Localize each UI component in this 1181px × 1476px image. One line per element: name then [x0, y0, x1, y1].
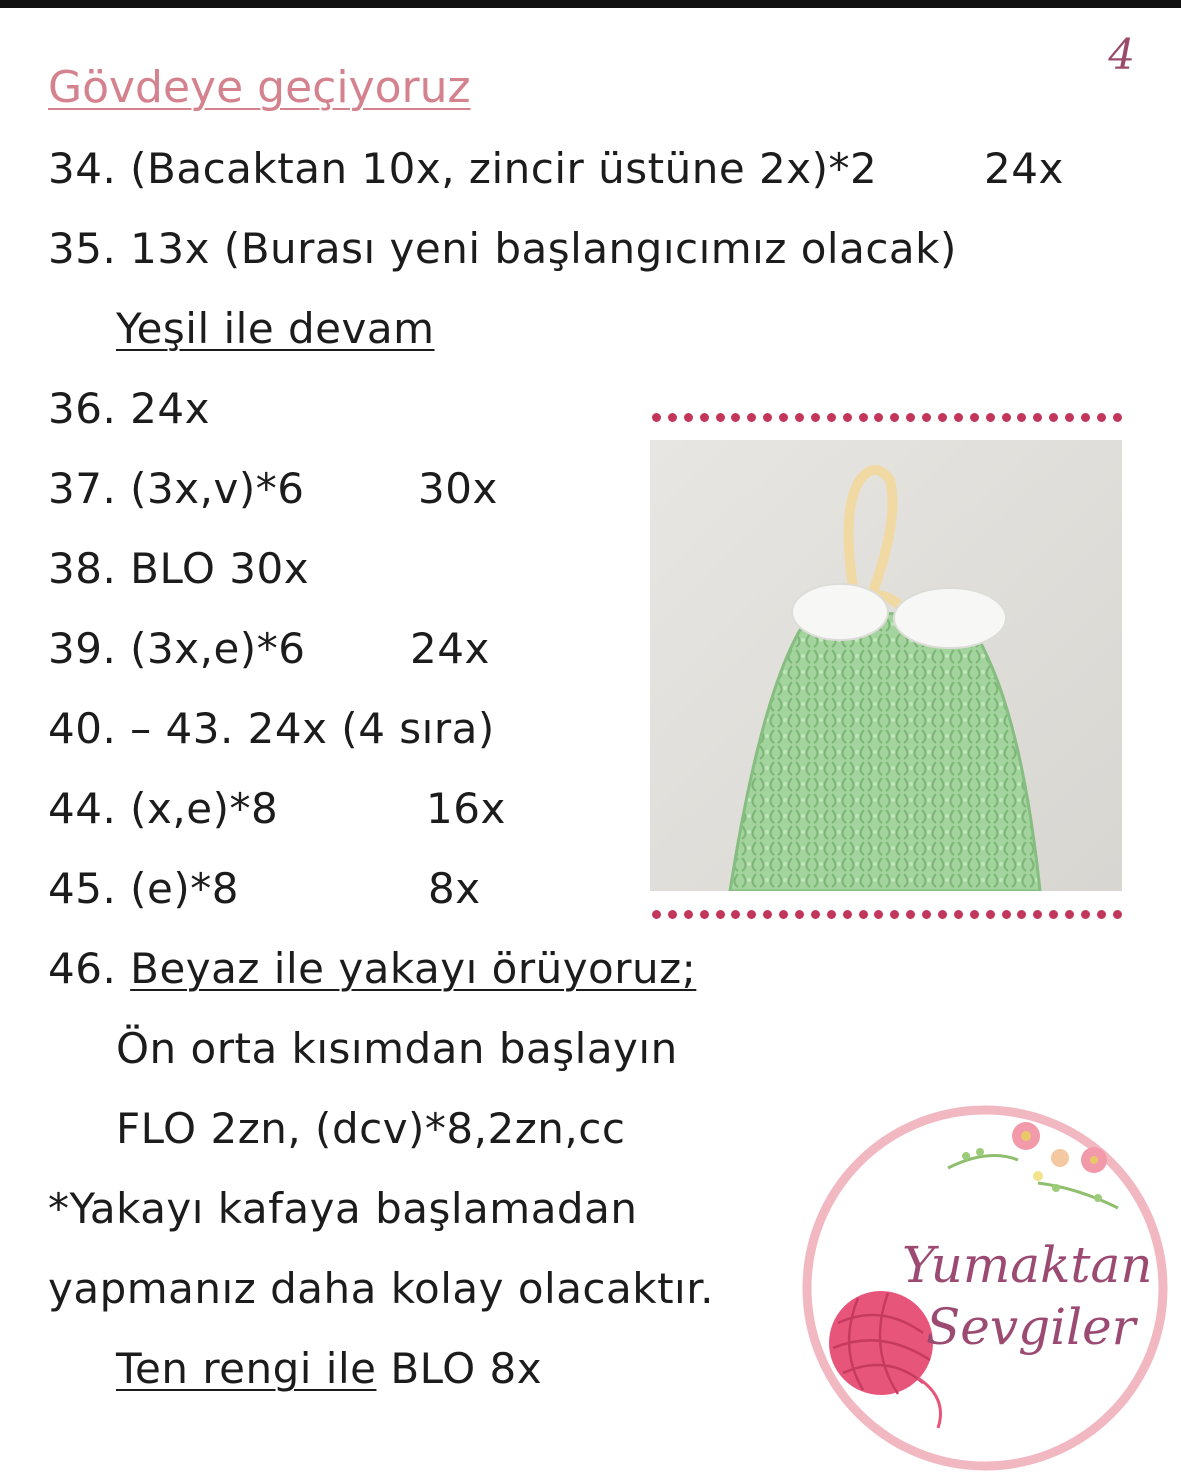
row-40-43: 40. – 43. 24x (4 sıra) — [48, 704, 495, 753]
row-45: 45. (e)*8 8x — [48, 864, 481, 913]
dotted-divider-top — [652, 411, 1122, 423]
row-46: 46. Beyaz ile yakayı örüyoruz; — [48, 944, 697, 993]
crochet-body-photo — [650, 440, 1122, 891]
row-34: 34. (Bacaktan 10x, zincir üstüne 2x)*2 24x — [48, 144, 1064, 193]
note-line-1: *Yakayı kafaya başlamadan — [48, 1184, 638, 1233]
page-number: 4 — [1108, 30, 1135, 79]
row-sub-green: Yeşil ile devam — [116, 304, 435, 353]
crochet-body-illustration — [650, 440, 1122, 891]
row-39: 39. (3x,e)*6 24x — [48, 624, 490, 673]
logo-text-line1: Yumaktan — [902, 1236, 1153, 1294]
top-border — [0, 0, 1181, 8]
row-sub-flo: FLO 2zn, (dcv)*8,2zn,cc — [116, 1104, 626, 1153]
row-35: 35. 13x (Burası yeni başlangıcımız olacak) — [48, 224, 957, 273]
row-38: 38. BLO 30x — [48, 544, 310, 593]
section-heading: Gövdeye geçiyoruz — [48, 62, 471, 113]
row-sub-skin: Ten rengi ile BLO 8x — [116, 1344, 543, 1393]
note-line-2: yapmanız daha kolay olacaktır. — [48, 1264, 714, 1313]
row-36: 36. 24x — [48, 384, 210, 433]
logo-text-line2: Sevgiler — [926, 1298, 1136, 1356]
brand-logo — [798, 1098, 1172, 1476]
row-44: 44. (x,e)*8 16x — [48, 784, 506, 833]
dotted-divider-bottom — [652, 908, 1122, 920]
row-37: 37. (3x,v)*6 30x — [48, 464, 498, 513]
row-sub-front: Ön orta kısımdan başlayın — [116, 1024, 678, 1073]
